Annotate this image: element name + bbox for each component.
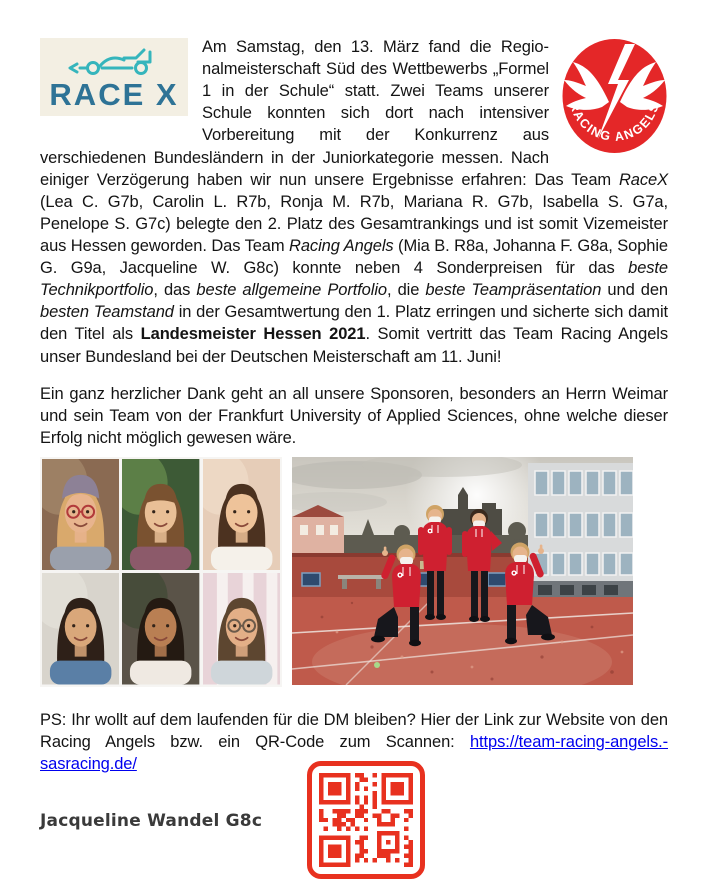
award-allgemeines-portfolio: beste allgemeine Portfolio [196,281,387,300]
team-group-photo [292,457,633,685]
text-segment: Am Samstag, den 13. März fand die Regionalmeisterschaft Süd des Wettbewerbs „Formel 1 in der Schule“ statt. Zwei Teams unserer Schule konnten sich dort nach intensiver Vorbereitung mit der Konkurrenz aus verschiedenen Bundesländern in der Juniorkategorie messen. Nach einiger Verzögerung haben wir nun unsere Ergebnisse erfahren: Das Team [40,38,619,189]
school-building [528,463,633,599]
author-signature: Jacqueline Wandel G8c [40,811,263,832]
text-segment: (Lea C. G7b, Carolin L. R7b, Ronja M. R7b, Mariana R. G7b, Isabella S. G7a, Penelope S. G7c) belegte den 2. Platz des Gesamtrankings und ist somit Vizemeister aus Hessen geworden. Das Team [40,192,668,255]
racing-angels-logo-image [561,36,668,156]
racing-angels-website-link[interactable]: https://team-racing-angels.-sasracing.de/ [40,733,668,774]
racex-logo-text: RACE X [49,77,179,112]
award-teamstand: besten Teamstand [40,303,174,322]
text-segment: , das [153,281,197,300]
portrait-photo [122,573,199,685]
text-segment: , die [386,281,426,300]
award-technikportfolio: beste Technikportfolio [40,259,668,300]
portrait-photo [42,573,119,685]
paragraph-thanks: Ein ganz herzlicher Dank geht an all unsere Sponsoren, besonders an Herrn Weimar und sein Team von der Frankfurt University of Applied Sciences, ohne welche dieser Erfolg nicht möglich gewesen wäre. [40,384,668,447]
racing-angels-curved-text: RACING ANGELS [567,100,662,144]
tennis-ball [374,662,380,668]
title-landesmeister: Landesmeister Hessen 2021 [140,325,366,344]
racing-angels-logo [561,36,668,156]
running-track [292,597,633,685]
portrait-photo [42,459,119,571]
text-segment: in der Gesamtwertung den 1. Platz erringen und sicherte sich damit den Titel als [40,303,668,344]
racex-logo [40,38,188,116]
racex-logo-image [40,38,188,116]
team-portrait-collage [40,457,282,687]
text-segment: PS: Ihr wollt auf dem laufenden für die DM bleiben? Hier der Link zur Website von den Racing Angels bzw. ein QR-Code zum Scannen: [40,710,668,752]
portrait-photo [122,459,199,571]
team-name-racex: RaceX [618,170,668,189]
text-segment: (Mia B. R8a, Johanna F. G8a, Sophie G. G9a, Jacqueline W. G8c) konnte neben 4 Sonderpreisen für das [40,236,669,278]
portrait-photo [203,459,280,571]
text-segment: und den [601,281,669,300]
text-segment: . Somit vertritt das Team Racing Angels unser Bundesland bei der Deutschen Meisterschaft am 11. Juni! [40,325,668,366]
photos-row [40,457,668,687]
qr-code [307,761,425,879]
team-name-racing-angels: Racing Angels [289,236,394,255]
award-teampraesentation: beste Teampräsentation [425,281,602,300]
portrait-photo [203,573,280,685]
bottom-row [40,761,668,884]
